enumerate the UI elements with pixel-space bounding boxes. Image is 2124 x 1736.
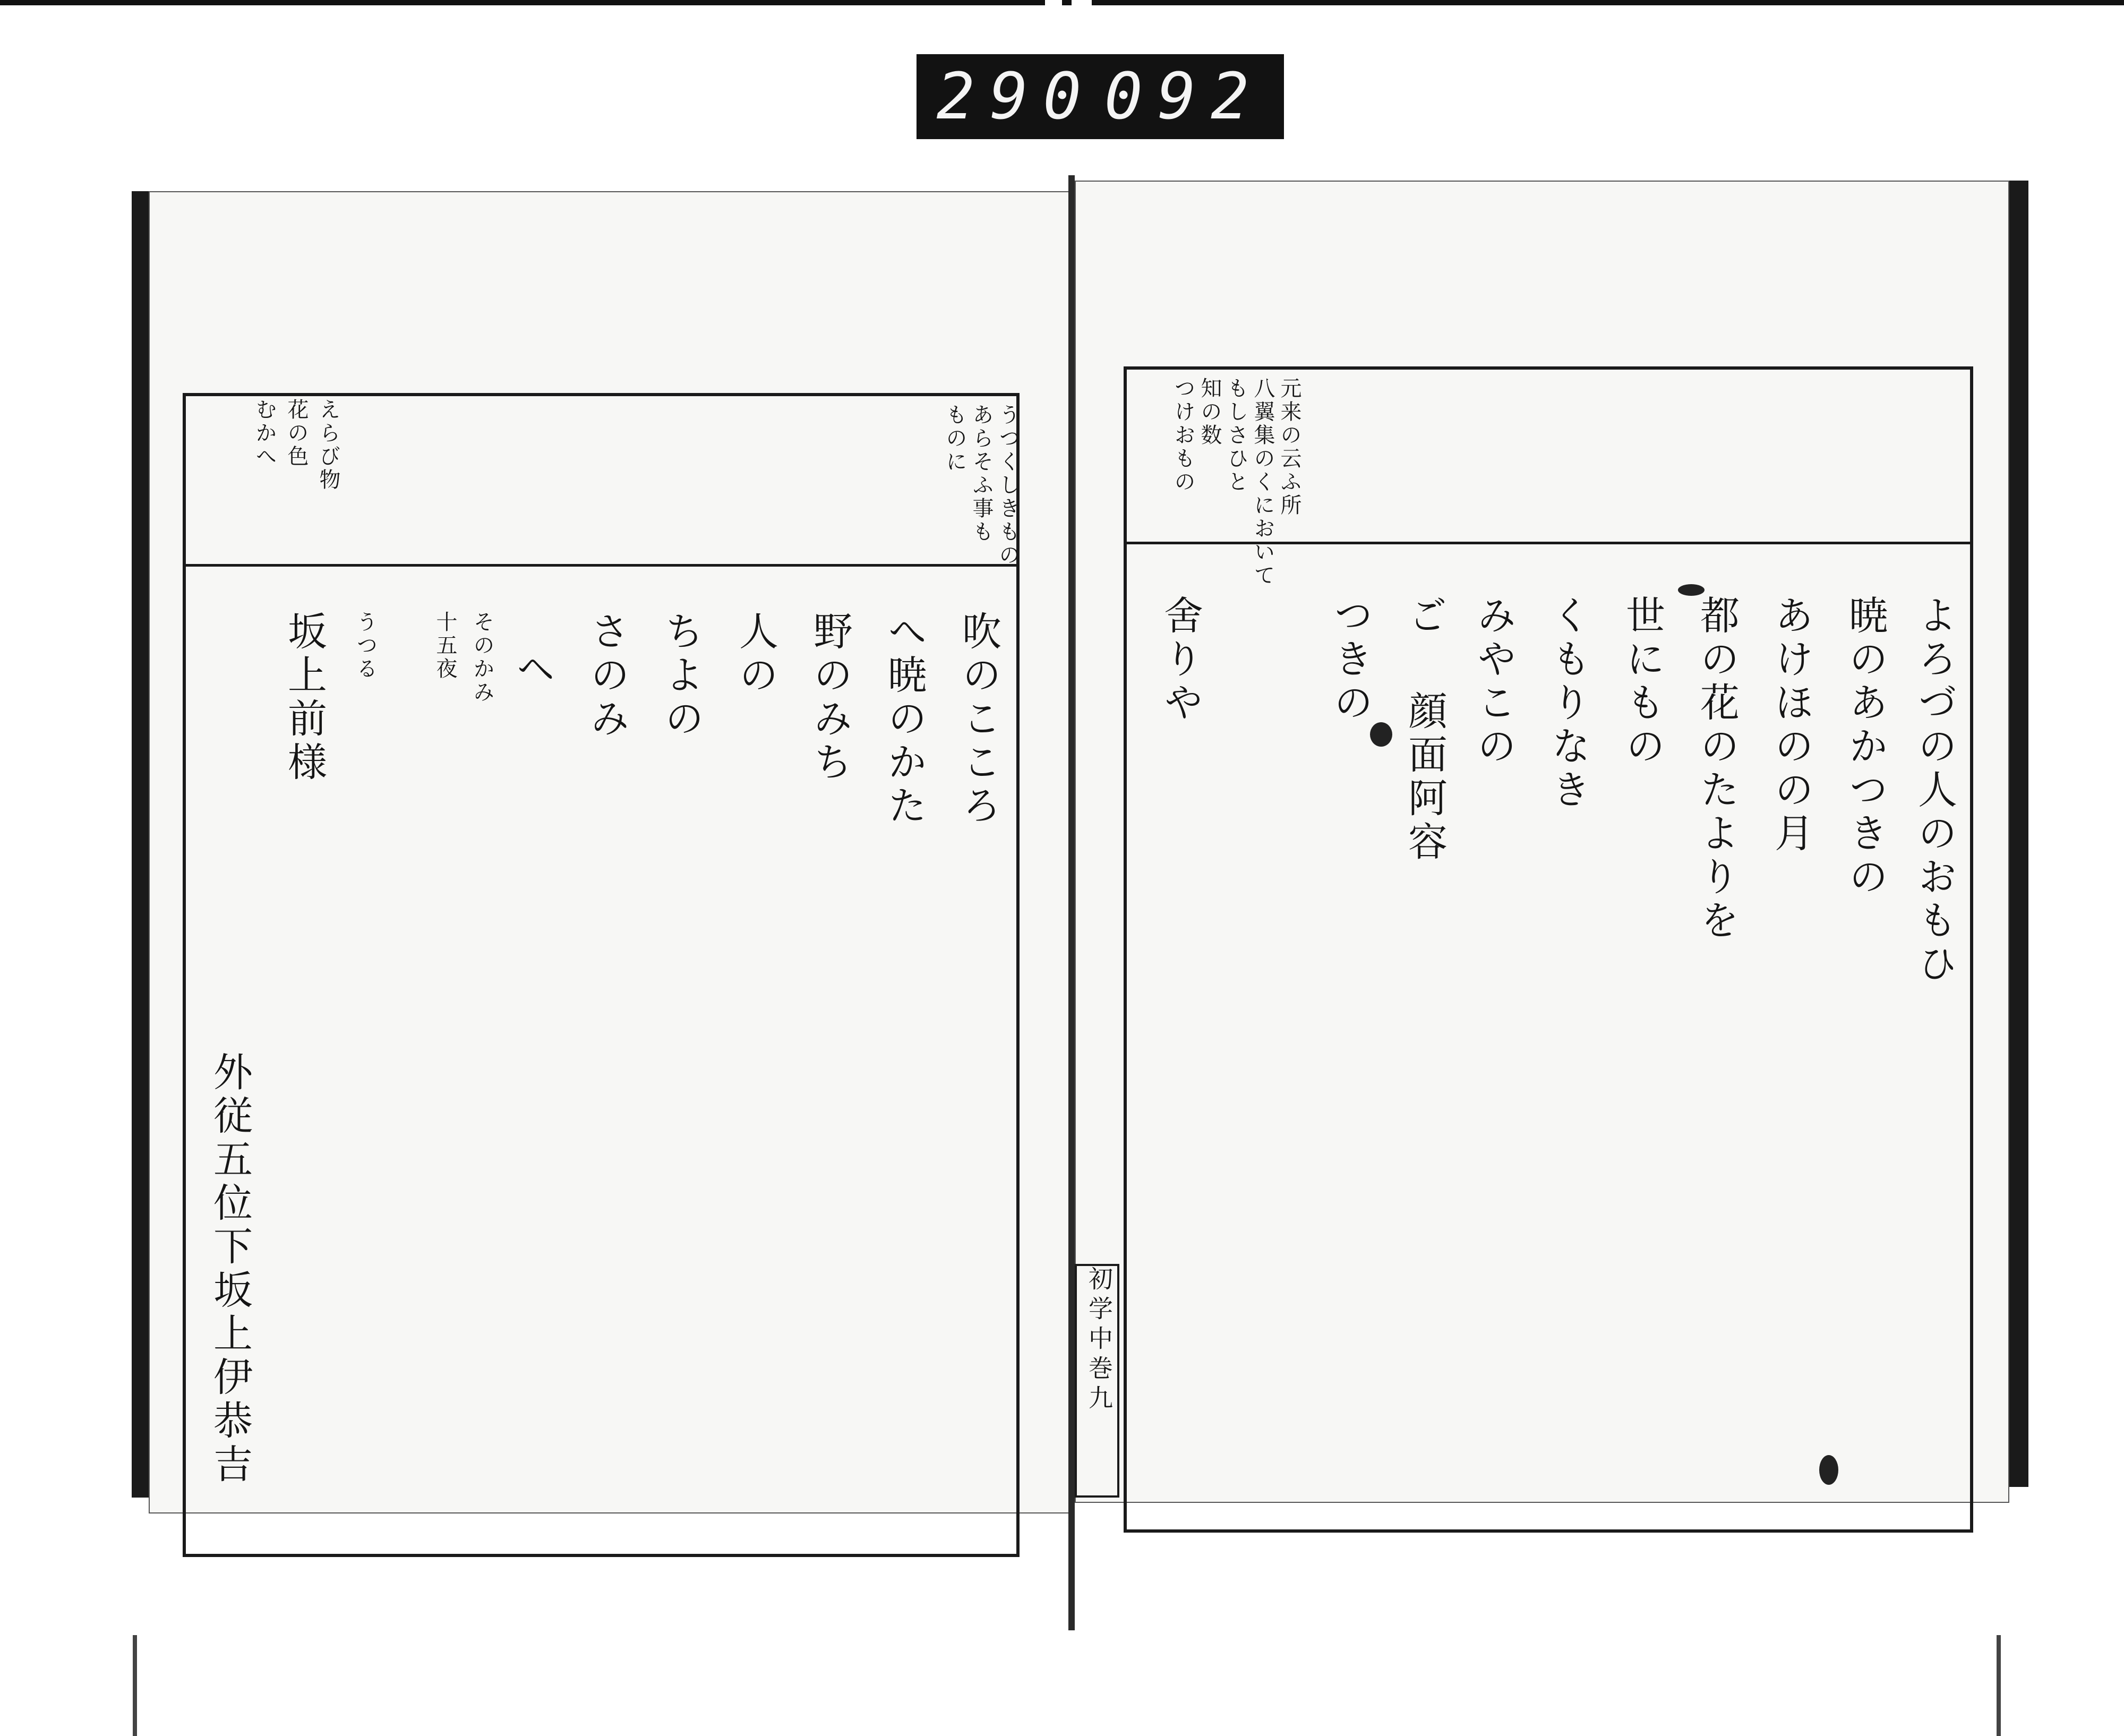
binding-mark-right	[1092, 0, 2124, 5]
right-line-11: 舍りや	[1158, 595, 1203, 725]
margin-note-right-2: 八翼集のくにおいて	[1251, 377, 1275, 587]
left-line-8: そのかみ	[470, 611, 494, 704]
left-line-5: ちよの	[658, 611, 704, 741]
margin-note-left-1: うつくしきもの	[996, 404, 1020, 567]
left-line-3: 野のみち	[807, 611, 853, 785]
left-line-7: ヘ	[510, 648, 555, 691]
margin-note-right-4: 知の数	[1197, 377, 1222, 447]
ink-blot	[1678, 584, 1705, 596]
left-line-4: 人の	[733, 611, 778, 698]
binding-mark-center	[1062, 0, 1072, 5]
ink-blot	[1819, 1455, 1838, 1485]
left-line-9: 十五夜	[433, 611, 457, 681]
margin-note-left2-1: えらび物	[316, 398, 340, 492]
left-text-frame	[183, 393, 1020, 1557]
hashira-title: 初学中巻	[1085, 1266, 1114, 1385]
left-line-10: うつる	[353, 611, 378, 681]
colophon-text: 外従五位下坂上伊恭吉	[207, 1051, 253, 1487]
margin-note-left2-2: 花の色	[284, 398, 309, 468]
binding-mark-left	[0, 0, 1045, 5]
frame-counter-left: 290	[936, 59, 1097, 134]
margin-note-right-5: つけおもの	[1171, 377, 1195, 494]
right-line-6: くもりなき	[1545, 595, 1591, 813]
right-line-1: よろづの人のおもひ	[1912, 595, 1957, 987]
margin-note-right-1: 元来の云ふ所	[1277, 377, 1301, 517]
left-header-rule	[183, 564, 1020, 567]
left-line-11: 坂上前様	[281, 611, 327, 785]
left-line-2: へ暁のかた	[881, 611, 927, 828]
right-line-5: 世にもの	[1620, 595, 1665, 769]
left-line-6: さのみ	[584, 611, 630, 741]
margin-note-left2-3: むかへ	[252, 398, 277, 468]
right-line-10: つきの	[1328, 595, 1373, 725]
right-line-7: みやこの	[1471, 595, 1517, 769]
hashira-label	[1075, 1264, 1119, 1498]
right-line-3: あけほのの月	[1768, 595, 1814, 856]
margin-note-left-2: あらそふ事も	[969, 404, 994, 544]
hashira-page: 九	[1085, 1385, 1114, 1415]
right-line-8: ご	[1402, 595, 1448, 638]
right-line-9: 顔面阿容	[1402, 690, 1448, 865]
frame-counter-right: 092	[1104, 59, 1264, 134]
right-line-2: 暁のあかつきの	[1843, 595, 1888, 900]
right-line-4: 都の花のたよりを	[1694, 595, 1740, 943]
margin-note-left-3: ものに	[943, 404, 967, 474]
frame-counter	[917, 54, 1284, 139]
page-edges-left	[133, 1635, 137, 1736]
ink-blot	[1370, 722, 1392, 747]
left-line-1: 吹のこころ	[956, 611, 1001, 828]
page-edges-right	[1997, 1635, 2001, 1736]
margin-note-right-3: もしさひと	[1224, 377, 1248, 494]
book-gutter	[1068, 175, 1075, 1630]
